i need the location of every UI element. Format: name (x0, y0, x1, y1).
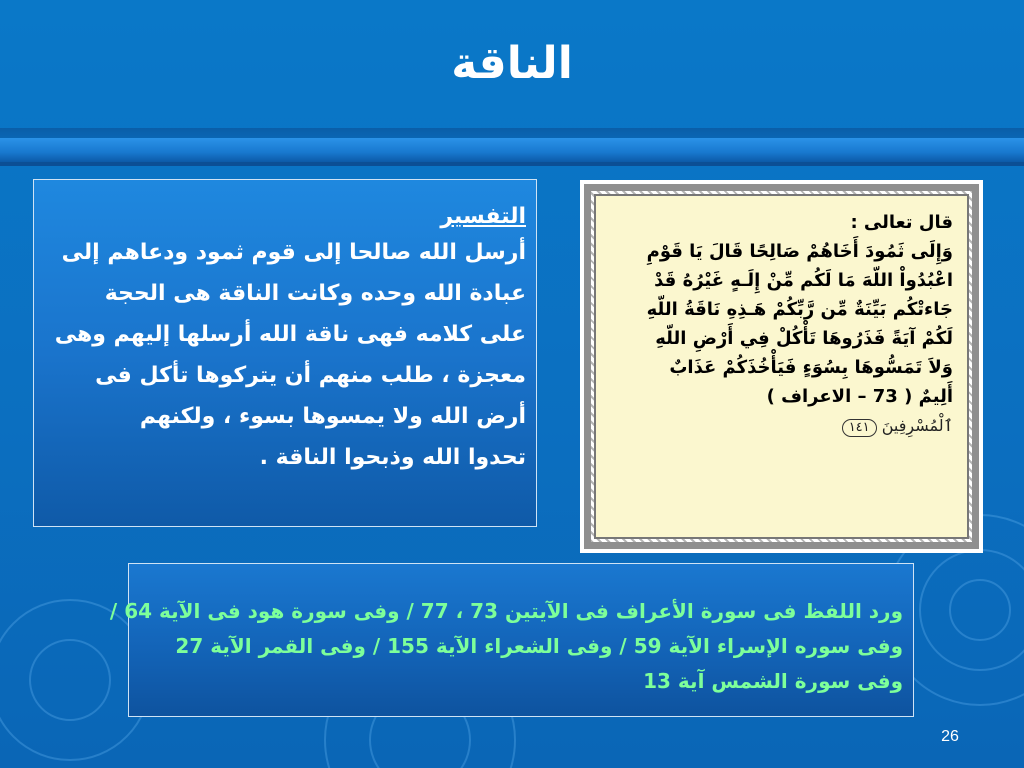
quran-verse-panel (594, 194, 969, 539)
slide-title: الناقة (451, 38, 573, 89)
tafsir-line: أرسل الله صالحا إلى قوم ثمود ودعاهم إلى (61, 240, 526, 265)
note-line: ورد اللفظ فى سورة الأعراف فى الآيتين 73 ، 77 / وفى سورة هود فى الآية 64 / (109, 599, 903, 623)
tafsir-line: معجزة ، طلب منهم أن يتركوها تأكل فى (95, 363, 526, 388)
tafsir-line: عبادة الله وحده وكانت الناقة هى الحجة (104, 281, 526, 306)
occurrences-note-box (109, 563, 914, 717)
quran-line: اعْبُدُواْ اللّهَ مَا لَكُم مِّنْ إِلَـهٍ غَيْرُهُ قَدْ (654, 270, 953, 291)
header-divider-band (0, 138, 1024, 162)
header-divider-bottom (0, 162, 1024, 166)
tafsir-line: على كلامه فهى ناقة الله أرسلها إليهم وهى (54, 322, 526, 347)
page-number: 26 (941, 728, 959, 745)
note-line: وفى سوره الإسراء الآية 59 / وفى الشعراء الآية 155 / وفى القمر الآية 27 (175, 634, 903, 658)
header-divider-top (0, 128, 1024, 138)
quran-line: وَإِلَى ثَمُودَ أَخَاهُمْ صَالِحًا قَالَ يَا قَوْمِ (646, 241, 953, 262)
tafsir-box (33, 179, 537, 527)
quran-line: لَكُمْ آيَةً فَذَرُوهَا تَأْكُلْ فِي أَرْضِ اللّهِ (655, 328, 953, 349)
tafsir-line: أرض الله ولا يمسوها بسوء ، ولكنهم (139, 404, 526, 429)
note-line: وفى سورة الشمس آية 13 (643, 669, 903, 693)
tafsir-line: تحدوا الله وذبحوا الناقة . (259, 445, 526, 470)
quran-line: أَلِيمٌ ( 73 – الاعراف ) (766, 386, 953, 407)
quran-line: قال تعالى : (850, 212, 953, 233)
quran-overflow-word: ٱلْمُسْرِفِينَ (881, 416, 953, 435)
tafsir-heading: التفسير (440, 204, 526, 229)
quran-verse-image (580, 180, 983, 553)
quran-line: جَاءتْكُم بَيِّنَةٌ مِّن رَّبِّكُمْ هَـذِهِ نَاقَةُ اللّهِ (646, 299, 953, 320)
quran-line: وَلاَ تَمَسُّوهَا بِسُوَءٍ فَيَأْخُذَكُمْ عَذَابٌ (669, 357, 953, 378)
ayah-number-marker: ١٤١ (842, 419, 877, 437)
quran-overflow-line (606, 411, 953, 440)
